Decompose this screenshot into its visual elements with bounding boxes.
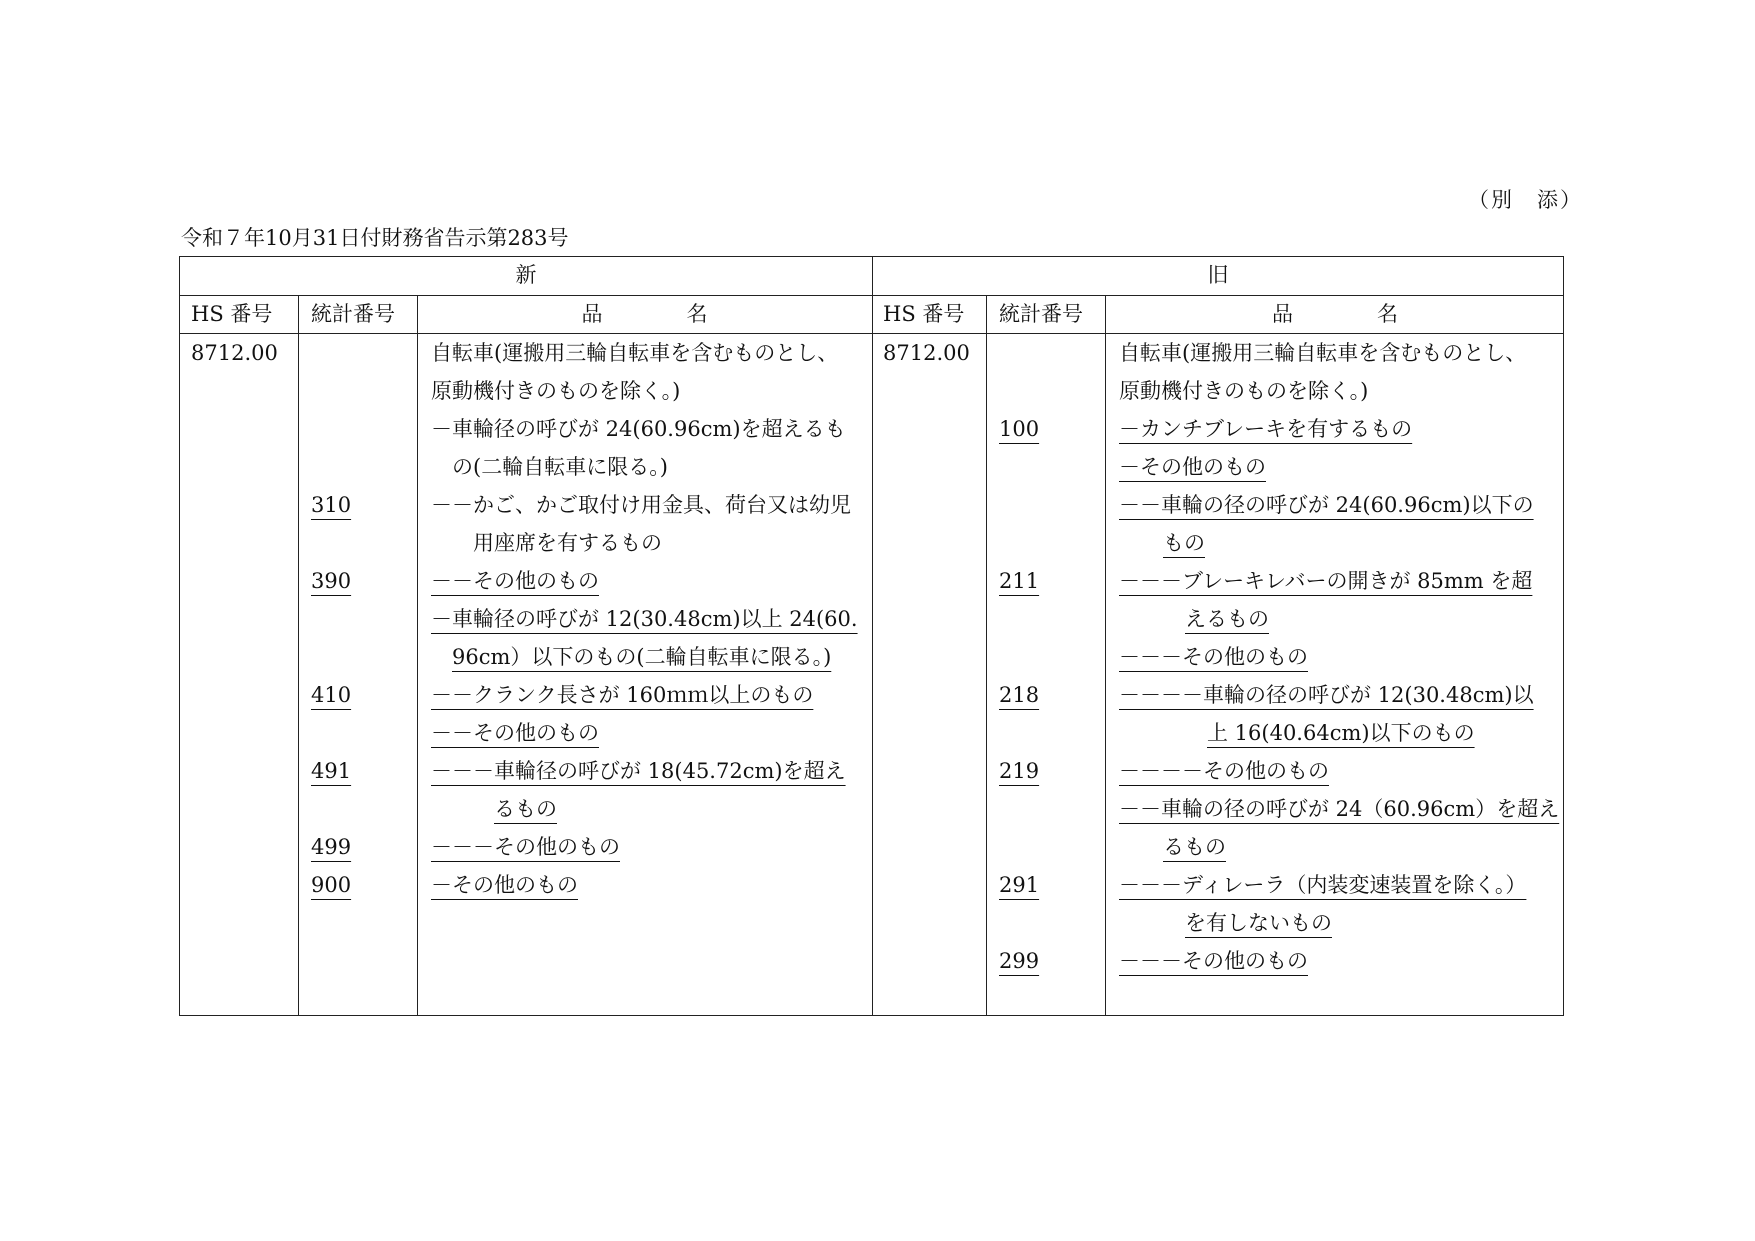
item-line: －－－ブレーキレバーの開きが 85mm を超 [1119,569,1533,593]
header-new: 新 [515,263,537,287]
item-line: 原動機付きのものを除く。) [431,379,681,403]
stat-code-219: 219 [999,759,1040,783]
item-line: －－その他のもの [431,721,599,745]
stat-code-310: 310 [311,493,352,517]
item-line: －その他のもの [1119,455,1266,479]
item-line: －－－その他のもの [431,835,620,859]
header-old: 旧 [1207,263,1229,287]
item-line: 自転車(運搬用三輪自転車を含むものとし、 [431,341,839,365]
item-line: 用座席を有するもの [473,531,662,555]
notice-title: 令和７年10月31日付財務省告示第283号 [181,226,569,250]
stat-code-291: 291 [999,873,1040,897]
item-line: 自転車(運搬用三輪自転車を含むものとし、 [1119,341,1527,365]
hs-code-new: 8712.00 [191,341,278,365]
col-divider [986,295,987,1015]
col-divider [1105,295,1106,1015]
col-divider [417,295,418,1015]
stat-code-100: 100 [999,417,1040,441]
item-line: －－－車輪径の呼びが 18(45.72cm)を超え [431,759,846,783]
item-line: るもの [1163,835,1226,859]
item-line: 原動機付きのものを除く。) [1119,379,1369,403]
item-line: －車輪径の呼びが 24(60.96cm)を超えるも [431,417,846,441]
header-hs-new: HS 番号 [191,302,273,326]
stat-code-410: 410 [311,683,352,707]
item-line: －－その他のもの [431,569,599,593]
item-line: もの [1163,531,1205,555]
stat-code-491: 491 [311,759,352,783]
item-line: －－かご、かご取付け用金具、荷台又は幼児 [431,493,851,517]
header-hs-old: HS 番号 [883,302,965,326]
header-stat-old: 統計番号 [999,302,1083,326]
item-line: －－－その他のもの [1119,645,1308,669]
annex-label: （別 添） [1468,188,1583,212]
stat-code-218: 218 [999,683,1040,707]
item-line: －－車輪の径の呼びが 24(60.96cm)以下の [1119,493,1534,517]
item-line: －その他のもの [431,873,578,897]
stat-code-499: 499 [311,835,352,859]
header-name-new: 品 名 [581,302,708,326]
item-line: を有しないもの [1185,911,1332,935]
item-line: －－－その他のもの [1119,949,1308,973]
item-line: －－クランク長さが 160ｍｍ以上のもの [431,683,814,707]
item-line: えるもの [1185,607,1269,631]
item-line: －－－ディレーラ（内装変速装置を除く。） [1119,873,1527,897]
header-stat-new: 統計番号 [311,302,395,326]
item-line: －カンチブレーキを有するもの [1119,417,1413,441]
item-line: －－－－車輪の径の呼びが 12(30.48cm)以 [1119,683,1534,707]
item-line: 96cm）以下のもの(二輪自転車に限る。) [452,645,832,669]
item-line: 上 16(40.64cm)以下のもの [1207,721,1475,745]
item-line: の(二輪自転車に限る。) [452,455,668,479]
item-line: るもの [494,797,557,821]
item-line: －－－－その他のもの [1119,759,1329,783]
item-line: －－車輪の径の呼びが 24（60.96cm）を超え [1119,797,1560,821]
col-divider-new-old [872,257,873,1015]
stat-code-900: 900 [311,873,352,897]
stat-code-211: 211 [999,569,1040,593]
col-divider [298,295,299,1015]
tariff-comparison-table [179,256,1564,1016]
hs-code-old: 8712.00 [883,341,970,365]
stat-code-299: 299 [999,949,1040,973]
header-name-old: 品 名 [1272,302,1398,326]
stat-code-390: 390 [311,569,352,593]
item-line: －車輪径の呼びが 12(30.48cm)以上 24(60. [431,607,858,631]
